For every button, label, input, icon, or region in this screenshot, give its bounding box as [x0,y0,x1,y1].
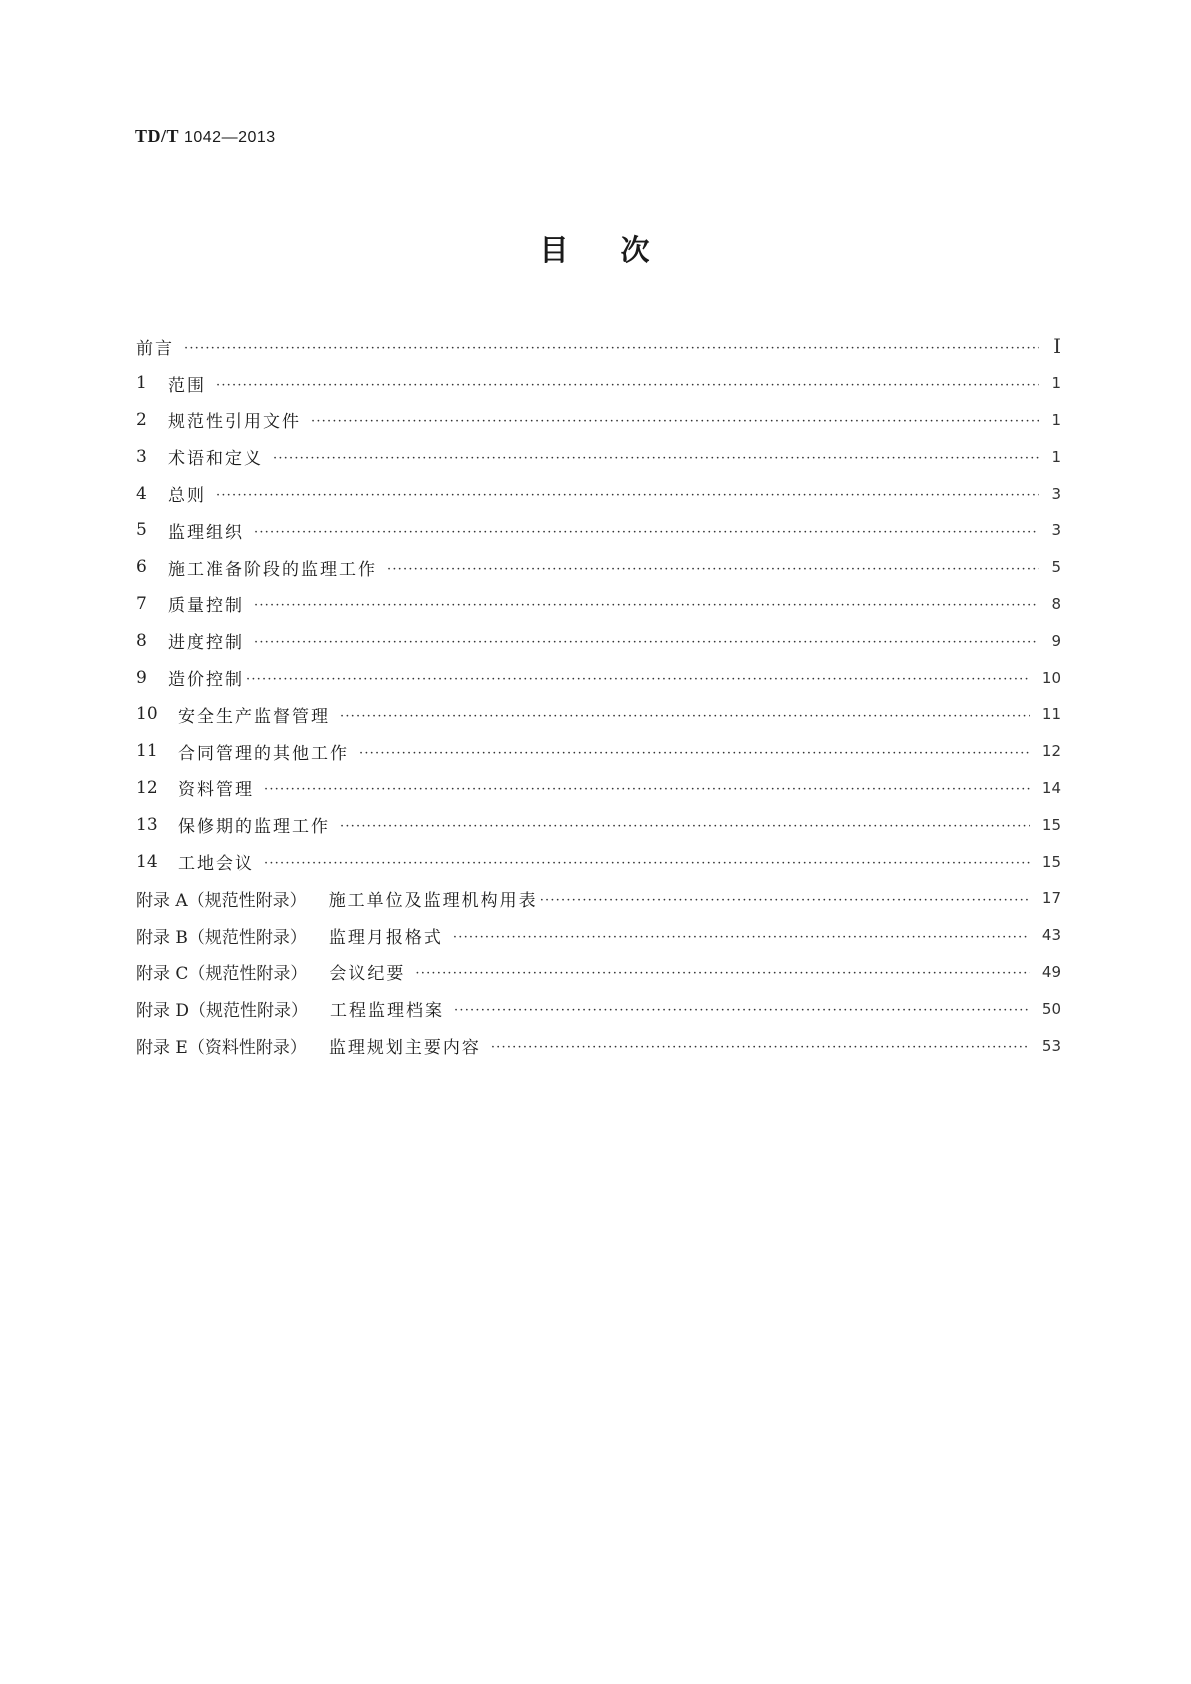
toc-page: 17 [1041,889,1061,908]
toc-item-2[interactable] [136,402,1061,439]
title-char-left: 目 [539,233,571,267]
toc-item-9[interactable] [136,659,1061,696]
toc-item-6[interactable] [136,549,1061,586]
toc-item-12[interactable] [136,770,1061,807]
dot-leader [340,709,1030,724]
page-title [0,228,1191,269]
dot-leader [264,856,1030,871]
dot-leader [311,414,1039,429]
toc-item-preface[interactable] [136,328,1061,365]
toc-page: 11 [1041,705,1061,724]
toc-page: 10 [1041,668,1061,687]
toc-label: 施工单位及监理机构用表 [328,890,538,911]
dot-leader [264,782,1030,797]
toc-number: 2 [136,409,147,430]
toc-item-appendix-a[interactable] [136,880,1061,917]
toc-item-14[interactable] [136,843,1061,880]
title-char-right: 次 [620,233,652,267]
toc-item-8[interactable] [136,622,1061,659]
toc-number: 3 [136,446,147,467]
toc-page: 3 [1051,521,1061,540]
toc-item-13[interactable] [136,806,1061,843]
dot-leader [453,930,1030,945]
dot-leader [454,1003,1030,1018]
toc-label: 工程监理档案 [330,1001,445,1022]
toc-appendix-number: 附录 E（资料性附录） [136,1038,307,1059]
dot-leader [273,451,1039,466]
toc-page: 1 [1051,447,1061,466]
toc-number: 10 [136,704,158,725]
standard-prefix: TD/T [135,126,180,146]
toc-page: 49 [1041,962,1061,981]
dot-leader [216,378,1039,393]
toc-label: 保修期的监理工作 [178,817,330,838]
toc-appendix-number: 附录 C（规范性附录） [136,964,308,985]
toc-page: 15 [1041,815,1061,834]
dot-leader [254,635,1039,650]
toc-number: 5 [136,520,147,541]
toc-item-3[interactable] [136,438,1061,475]
dot-leader [491,1040,1030,1055]
toc-number: 13 [136,814,158,835]
dot-leader [540,893,1030,908]
toc-item-4[interactable] [136,475,1061,512]
toc-page: 1 [1051,374,1061,393]
toc-item-10[interactable] [136,696,1061,733]
standard-code [135,126,276,147]
dot-leader [216,488,1039,503]
toc-label: 规范性引用文件 [168,412,301,433]
toc-number: 14 [136,851,158,872]
toc-appendix-number: 附录 D（规范性附录） [136,1001,309,1022]
toc-item-appendix-d[interactable] [136,990,1061,1027]
toc-page: 15 [1041,852,1061,871]
toc-label: 合同管理的其他工作 [178,743,349,764]
dot-leader [184,341,1039,356]
toc-label: 总则 [168,486,206,507]
toc-page: 12 [1041,742,1061,761]
toc-page: 9 [1051,631,1061,650]
toc-item-7[interactable] [136,586,1061,623]
toc-label: 资料管理 [178,780,254,801]
toc-number: 1 [136,373,147,394]
toc-item-appendix-c[interactable] [136,954,1061,991]
toc-appendix-number: 附录 A（规范性附录） [136,890,307,911]
dot-leader [254,598,1039,613]
toc-number: 11 [136,741,158,762]
toc-label: 前言 [136,338,174,359]
toc-label: 监理组织 [168,522,244,543]
toc-page: 3 [1051,484,1061,503]
toc-page: 53 [1041,1036,1061,1055]
toc-appendix-number: 附录 B（规范性附录） [136,927,307,948]
standard-number: 1042—2013 [183,129,276,146]
toc-label: 范围 [168,375,206,396]
toc-number: 6 [136,557,147,578]
toc-page: Ⅰ [1053,335,1061,358]
toc-label: 施工准备阶段的监理工作 [168,559,377,580]
toc-label: 监理月报格式 [328,927,443,948]
toc-label: 监理规划主要内容 [328,1038,481,1059]
toc-page: 8 [1051,594,1061,613]
toc-item-1[interactable] [136,365,1061,402]
dot-leader [359,746,1030,761]
toc-label: 质量控制 [168,596,244,617]
toc-page: 5 [1051,558,1061,577]
dot-leader [254,525,1039,540]
toc-number: 12 [136,777,158,798]
toc-item-appendix-b[interactable] [136,917,1061,954]
toc-page: 14 [1041,778,1061,797]
toc-label: 工地会议 [178,854,254,875]
toc-number: 4 [136,483,147,504]
toc-page: 43 [1041,926,1061,945]
toc-item-5[interactable] [136,512,1061,549]
toc-label: 进度控制 [168,633,244,654]
dot-leader [340,819,1030,834]
toc-number: 9 [136,667,147,688]
toc-label: 安全生产监督管理 [178,706,330,727]
dot-leader [246,672,1030,687]
dot-leader [415,966,1029,981]
toc-label: 会议纪要 [329,964,406,985]
toc-item-11[interactable] [136,733,1061,770]
dot-leader [387,562,1039,577]
toc-item-appendix-e[interactable] [136,1027,1061,1064]
toc-page: 1 [1051,410,1061,429]
toc-label: 造价控制 [168,670,244,691]
toc-label: 术语和定义 [168,449,263,470]
toc-number: 8 [136,630,147,651]
toc-page: 50 [1041,999,1061,1018]
toc-number: 7 [136,593,147,614]
table-of-contents [136,328,1061,1064]
